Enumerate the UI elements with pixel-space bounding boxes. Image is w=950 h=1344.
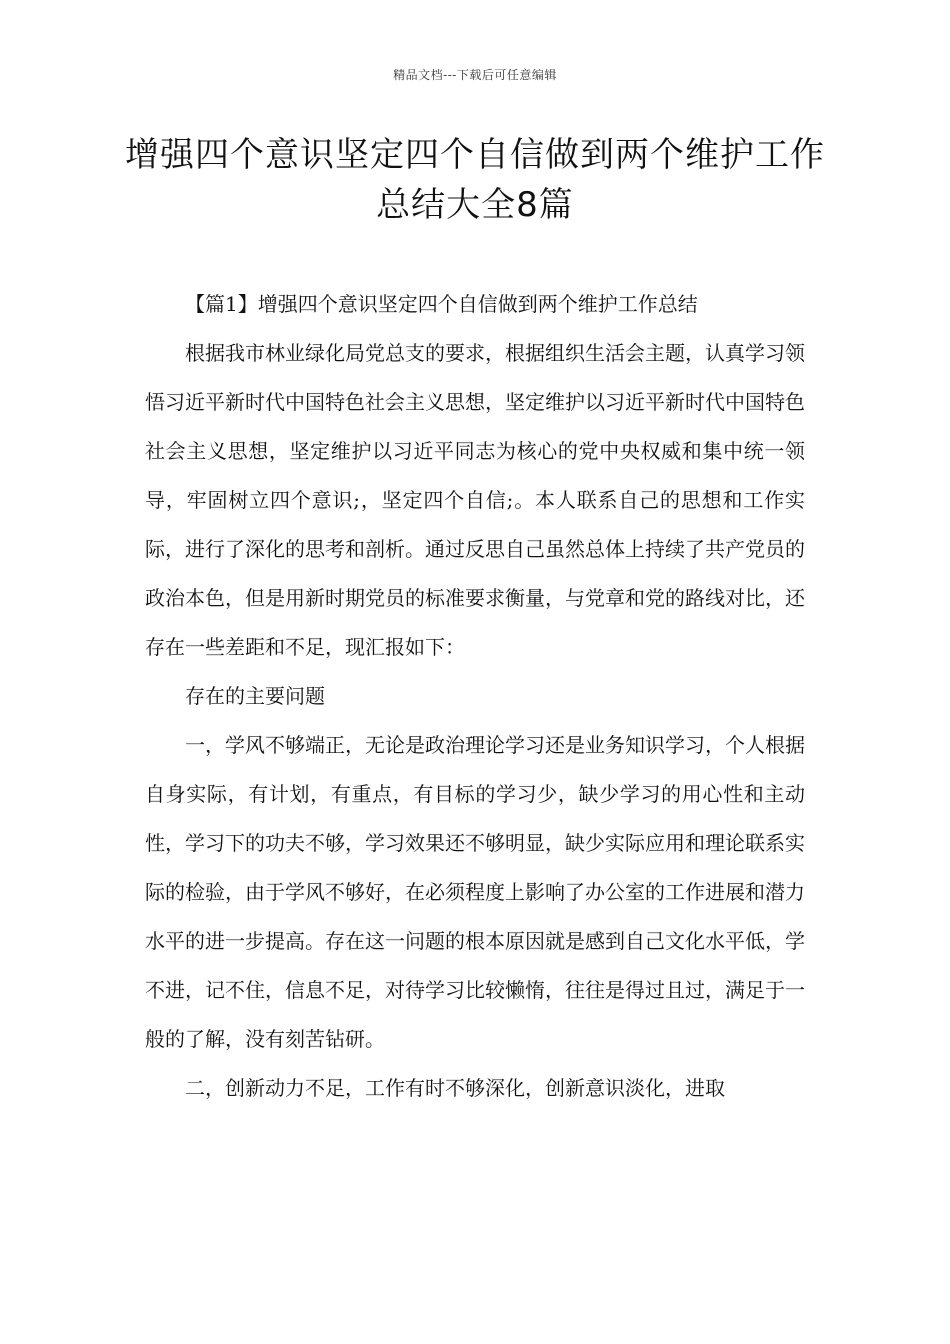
paragraph-intro: 根据我市林业绿化局党总支的要求，根据组织生活会主题，认真学习领悟习近平新时代中国特色社会主义思想，坚定维护以习近平新时代中国特色社会主义思想，坚定维护以习近平同志为核心的党中央权威和集中统一领导，牢固树立四个意识;，坚定四个自信;。本人联系自己的思想和工作实际，进行了深化的思考和剖析。通过反思自己虽然总体上持续了共产党员的政治本色，但是用新时期党员的标准要求衡量，与党章和党的路线对比，还存在一些差距和不足，现汇报如下：: [145, 341, 805, 659]
document-body: [145, 280, 805, 1113]
paragraph-issue-two: 二，创新动力不足，工作有时不够深化，创新意识淡化，进取: [185, 1076, 725, 1100]
paragraph-issue-one: 一，学风不够端正，无论是政治理论学习还是业务知识学习，个人根据自身实际，有计划，有重点，有目标的学习少，缺少学习的用心性和主动性，学习下的功夫不够，学习效果还不够明显，缺少实际应用和理论联系实际的检验，由于学风不够好，在必须程度上影响了办公室的工作进展和潜力水平的进一步提高。存在这一问题的根本原因就是感到自己文化水平低，学不进，记不住，信息不足，对待学习比较懒惰，往往是得过且过，满足于一般的了解，没有刻苦钻研。: [145, 733, 805, 1051]
header-note: 精品文档---下载后可任意编辑: [393, 68, 557, 82]
document-title: 增强四个意识坚定四个自信做到两个维护工作总结大全8篇: [125, 135, 825, 225]
paragraph-subheading: 存在的主要问题: [185, 684, 325, 708]
section-heading: 【篇1】增强四个意识坚定四个自信做到两个维护工作总结: [185, 292, 698, 316]
